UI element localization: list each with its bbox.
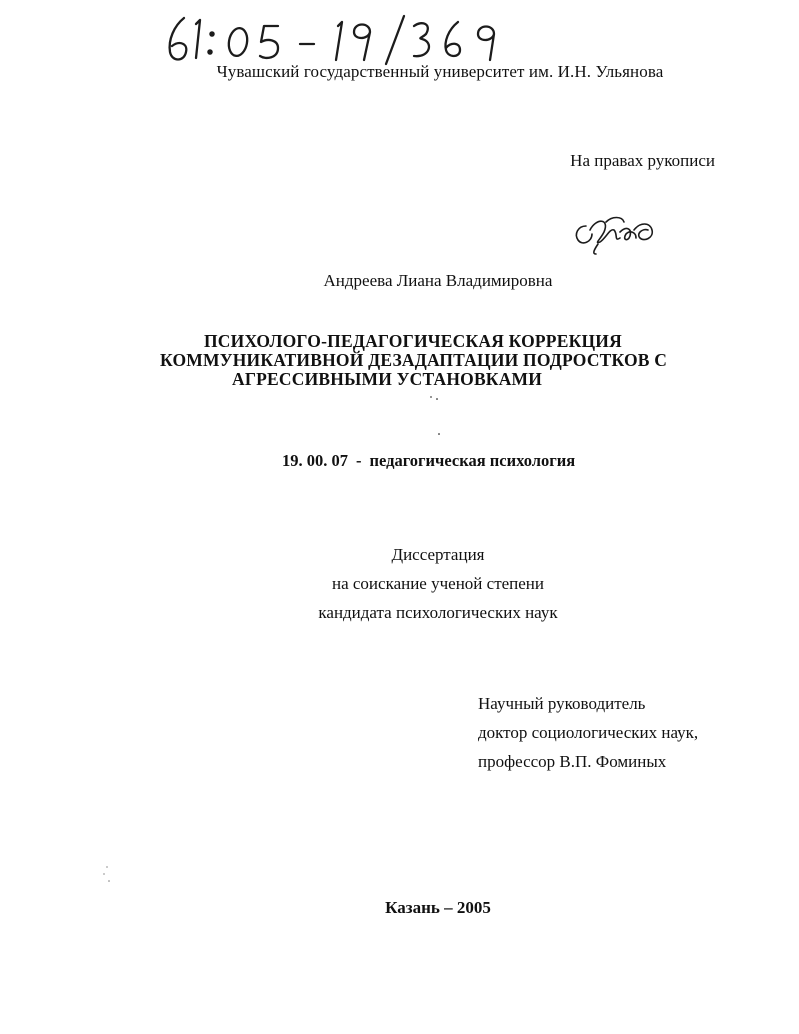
advisor-line: профессор В.П. Фоминых (478, 752, 667, 771)
scientific-advisor (478, 689, 698, 776)
city-and-year: Казань – 2005 (385, 898, 491, 917)
scan-speck (430, 396, 432, 398)
university-name: Чувашский государственный университет им. И.Н. Ульянова (216, 62, 664, 81)
scan-speck (436, 398, 438, 400)
specialty-dash: - (356, 451, 362, 470)
scan-speck (103, 873, 105, 875)
degree-line: на соискание ученой степени (331, 574, 545, 593)
dissertation-title-line: КОММУНИКАТИВНОЙ ДЕЗАДАПТАЦИИ ПОДРОСТКОВ С (160, 350, 668, 370)
handwritten-catalog-number (160, 12, 520, 68)
dissertation-title-line: ПСИХОЛОГО-ПЕДАГОГИЧЕСКАЯ КОРРЕКЦИЯ (204, 331, 622, 351)
scan-speck (438, 433, 440, 435)
specialty-line (282, 451, 575, 471)
advisor-line: Научный руководитель (478, 694, 646, 713)
author-signature (570, 208, 662, 258)
advisor-line: доктор социологических наук, (478, 723, 699, 742)
manuscript-rights-note: На правах рукописи (570, 151, 715, 170)
specialty-name: педагогическая психология (369, 451, 576, 470)
scan-speck (108, 880, 110, 882)
degree-line: Диссертация (391, 545, 485, 564)
dissertation-title-line: АГРЕССИВНЫМИ УСТАНОВКАМИ (232, 369, 543, 389)
degree-statement (0, 540, 799, 627)
degree-line: кандидата психологических наук (318, 603, 558, 622)
author-name: Андреева Лиана Владимировна (323, 271, 553, 290)
specialty-code: 19. 00. 07 (282, 451, 348, 470)
scan-speck (106, 866, 108, 868)
